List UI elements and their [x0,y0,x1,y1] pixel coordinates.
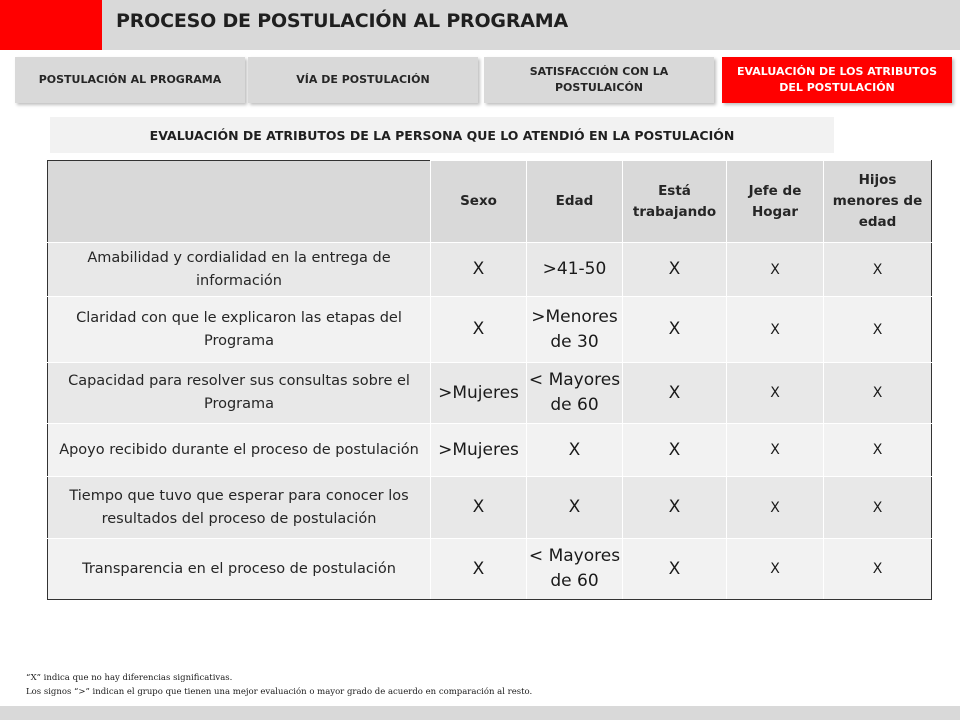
footnote-line: “X” indica que no hay diferencias significativas. [26,673,233,683]
cell-sexo: >Mujeres [431,424,527,477]
cell-jefe-hogar: X [727,297,824,363]
footer-bar [0,706,960,720]
cell-jefe-hogar: X [727,539,824,600]
table-corner-cell [48,161,431,243]
cell-trabajando: X [623,297,727,363]
row-attribute: Amabilidad y cordialidad en la entrega de información [48,243,431,297]
table-row [48,424,932,477]
column-header-trabajando: Está trabajando [623,161,727,243]
tab-evaluacion-atributos[interactable] [722,57,952,103]
table-row [48,363,932,424]
table-row [48,243,932,297]
cell-hijos: X [824,477,932,539]
row-attribute: Claridad con que le explicaron las etapas del Programa [48,297,431,363]
cell-sexo: X [431,539,527,600]
cell-trabajando: X [623,477,727,539]
tab-postulacion-programa[interactable] [15,57,245,103]
cell-sexo: X [431,243,527,297]
cell-edad: < Mayores de 60 [527,539,623,600]
table-row [48,297,932,363]
tab-label: EVALUACIÓN DE LOS ATRIBUTOS DEL POSTULACIÓN [736,65,938,94]
cell-sexo: X [431,297,527,363]
cell-jefe-hogar: X [727,363,824,424]
table-header-row [48,161,932,243]
page-title: PROCESO DE POSTULACIÓN AL PROGRAMA [116,10,568,32]
footnote-line: Los signos “>” indican el grupo que tienen una mejor evaluación o mayor grado de acuerdo en comparación al resto. [26,687,533,697]
cell-edad: < Mayores de 60 [527,363,623,424]
row-attribute: Capacidad para resolver sus consultas sobre el Programa [48,363,431,424]
column-header-sexo: Sexo [431,161,527,243]
row-attribute: Tiempo que tuvo que esperar para conocer los resultados del proceso de postulación [48,477,431,539]
tab-satisfaccion[interactable] [484,57,714,103]
cell-hijos: X [824,297,932,363]
cell-trabajando: X [623,539,727,600]
column-header-hijos: Hijos menores de edad [824,161,932,243]
cell-hijos: X [824,363,932,424]
cell-edad: X [527,424,623,477]
column-header-edad: Edad [527,161,623,243]
cell-jefe-hogar: X [727,477,824,539]
section-title: EVALUACIÓN DE ATRIBUTOS DE LA PERSONA QUE LO ATENDIÓ EN LA POSTULACIÓN [50,117,834,153]
row-attribute: Transparencia en el proceso de postulación [48,539,431,600]
cell-trabajando: X [623,363,727,424]
attributes-table [47,160,932,600]
row-attribute: Apoyo recibido durante el proceso de postulación [48,424,431,477]
cell-sexo: X [431,477,527,539]
cell-hijos: X [824,539,932,600]
cell-trabajando: X [623,424,727,477]
cell-trabajando: X [623,243,727,297]
header-accent-block [0,0,102,50]
tab-label: VÍA DE POSTULACIÓN [296,73,430,86]
footnotes [26,671,532,699]
tab-label: SATISFACCIÓN CON LA POSTULAICÓN [529,65,669,94]
cell-edad: X [527,477,623,539]
table-row [48,477,932,539]
cell-hijos: X [824,243,932,297]
tab-via-postulacion[interactable] [248,57,478,103]
tab-label: POSTULACIÓN AL PROGRAMA [38,73,222,86]
cell-jefe-hogar: X [727,424,824,477]
cell-hijos: X [824,424,932,477]
cell-edad: >Menores de 30 [527,297,623,363]
table-row [48,539,932,600]
cell-jefe-hogar: X [727,243,824,297]
column-header-jefe-hogar: Jefe de Hogar [727,161,824,243]
cell-sexo: >Mujeres [431,363,527,424]
cell-edad: >41-50 [527,243,623,297]
